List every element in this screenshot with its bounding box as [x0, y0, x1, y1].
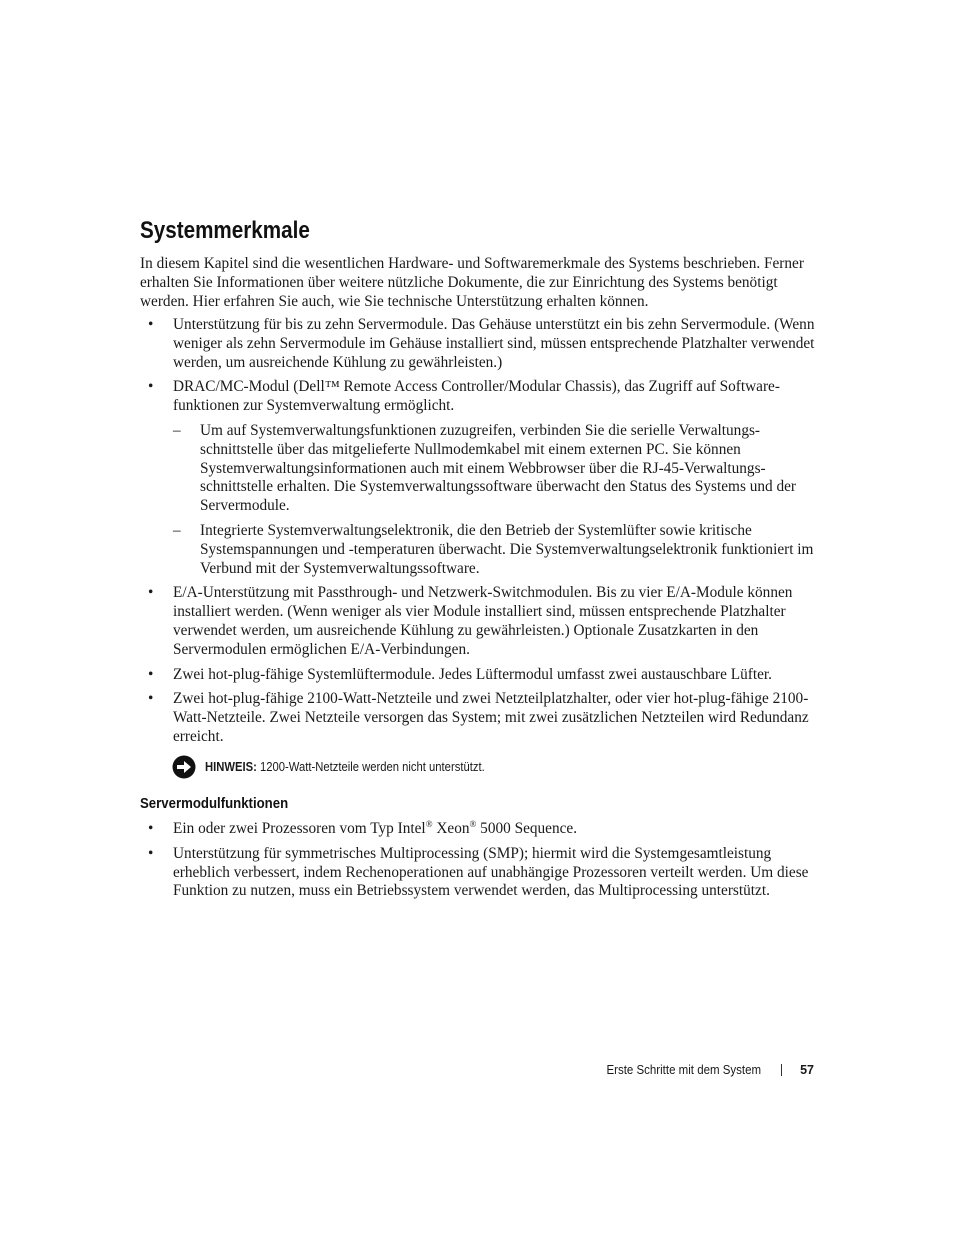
note-label: HINWEIS: — [205, 760, 257, 774]
note-box — [172, 755, 516, 779]
list-item-text: 5000 Sequence. — [476, 820, 578, 837]
list-item: • E/A-Unterstützung mit Passthrough- und Netzwerk-Switchmodulen. Bis zu vier E/A-Module können installiert werden. (Wenn weniger als vier Module installiert sind, müssen entsprechende Platzhalter verwendet werden, um ausreichende Kühlung zu gewährleisten.) Optionale Zusatzkarten in den Servermodulen ermöglichen E/A-Verbindungen. — [140, 584, 820, 659]
registered-mark: ® — [469, 818, 477, 829]
list-item — [140, 378, 820, 578]
list-item: • Unterstützung für symmetrisches Multiprocessing (SMP); hiermit wird die Systemgesamtleistung erheblich verbessert, indem Rechenoperationen auf unabhängige Prozessoren verteilt werden. Um diese Funktion zu nutzen, muss ein Betriebssystem verwendet werden, das Multiprocessing unterstützt. — [140, 845, 820, 901]
note-text — [205, 759, 485, 775]
list-item — [140, 820, 820, 839]
arrow-right-circle-icon — [172, 755, 196, 779]
list-item-text: Ein oder zwei Prozessoren vom Typ Intel — [173, 820, 426, 837]
list-item-text: Xeon — [432, 820, 470, 837]
server-module-list — [140, 820, 820, 907]
section-heading: Servermodulfunktionen — [140, 795, 289, 812]
list-item: • Zwei hot-plug-fähige 2100-Watt-Netzteile und zwei Netzteilplatzhalter, oder vier hot-plug-fähige 2100-Watt-Netzteile. Zwei Netzteile versorgen das System; mit zwei zusätzlichen Netzteilen wird Redundanz erreicht. — [140, 690, 820, 746]
list-item: • Zwei hot-plug-fähige Systemlüftermodule. Jedes Lüftermodul umfasst zwei austauschbare Lüfter. — [140, 666, 820, 685]
sub-list — [173, 422, 820, 578]
footer-section-title: Erste Schritte mit dem System — [606, 1063, 762, 1077]
page-footer — [593, 1062, 814, 1078]
list-item: • Unterstützung für bis zu zehn Servermodule. Das Gehäuse unterstützt ein bis zehn Servermodule. (Wenn weniger als zehn Servermodule im Gehäuse installiert sind, müssen entsprechende Platzhalter verwendet werden, um ausreichende Kühlung zu gewährleisten.) — [140, 316, 820, 372]
page-title: Systemmerkmale — [140, 217, 310, 244]
sub-list-item: – Integrierte Systemverwaltungselektronik, die den Betrieb der Systemlüfter sowie kritische Systemspannungen und -temperaturen überwacht. Die Systemverwaltungselektronik funktioniert im Verbund mit der Systemverwaltungssoftware. — [173, 522, 820, 578]
footer-separator — [781, 1064, 782, 1076]
registered-mark: ® — [425, 818, 433, 829]
note-body: 1200-Watt-Netzteile werden nicht unterstützt. — [260, 760, 485, 774]
feature-list — [140, 316, 820, 753]
page-number: 57 — [800, 1063, 814, 1077]
sub-list-item: – Um auf Systemverwaltungsfunktionen zuzugreifen, verbinden Sie die serielle Verwaltungs-schnittstelle über das mitgelieferte Nullmodemkabel mit einem externen PC. Sie können Systemverwaltungsinformationen auch mit einem Webbrowser über die RJ-45-Verwaltungs-schnittstelle erhalten. Die Systemverwaltungssoftware überwacht den Status des Systems und der Servermodule. — [173, 422, 820, 516]
intro-paragraph: In diesem Kapitel sind die wesentlichen Hardware- und Softwaremerkmale des Systems beschrieben. Ferner erhalten Sie Informationen über weitere nützliche Dokumente, die zur Einrichtung des Systems benötigt werden. Hier erfahren Sie auch, wie Sie technische Unterstützung erhalten können. — [140, 255, 804, 310]
list-item-text: DRAC/MC-Modul (Dell™ Remote Access Controller/Modular Chassis), das Zugriff auf Software-funktionen zur Systemverwaltung ermöglicht. — [173, 378, 780, 415]
